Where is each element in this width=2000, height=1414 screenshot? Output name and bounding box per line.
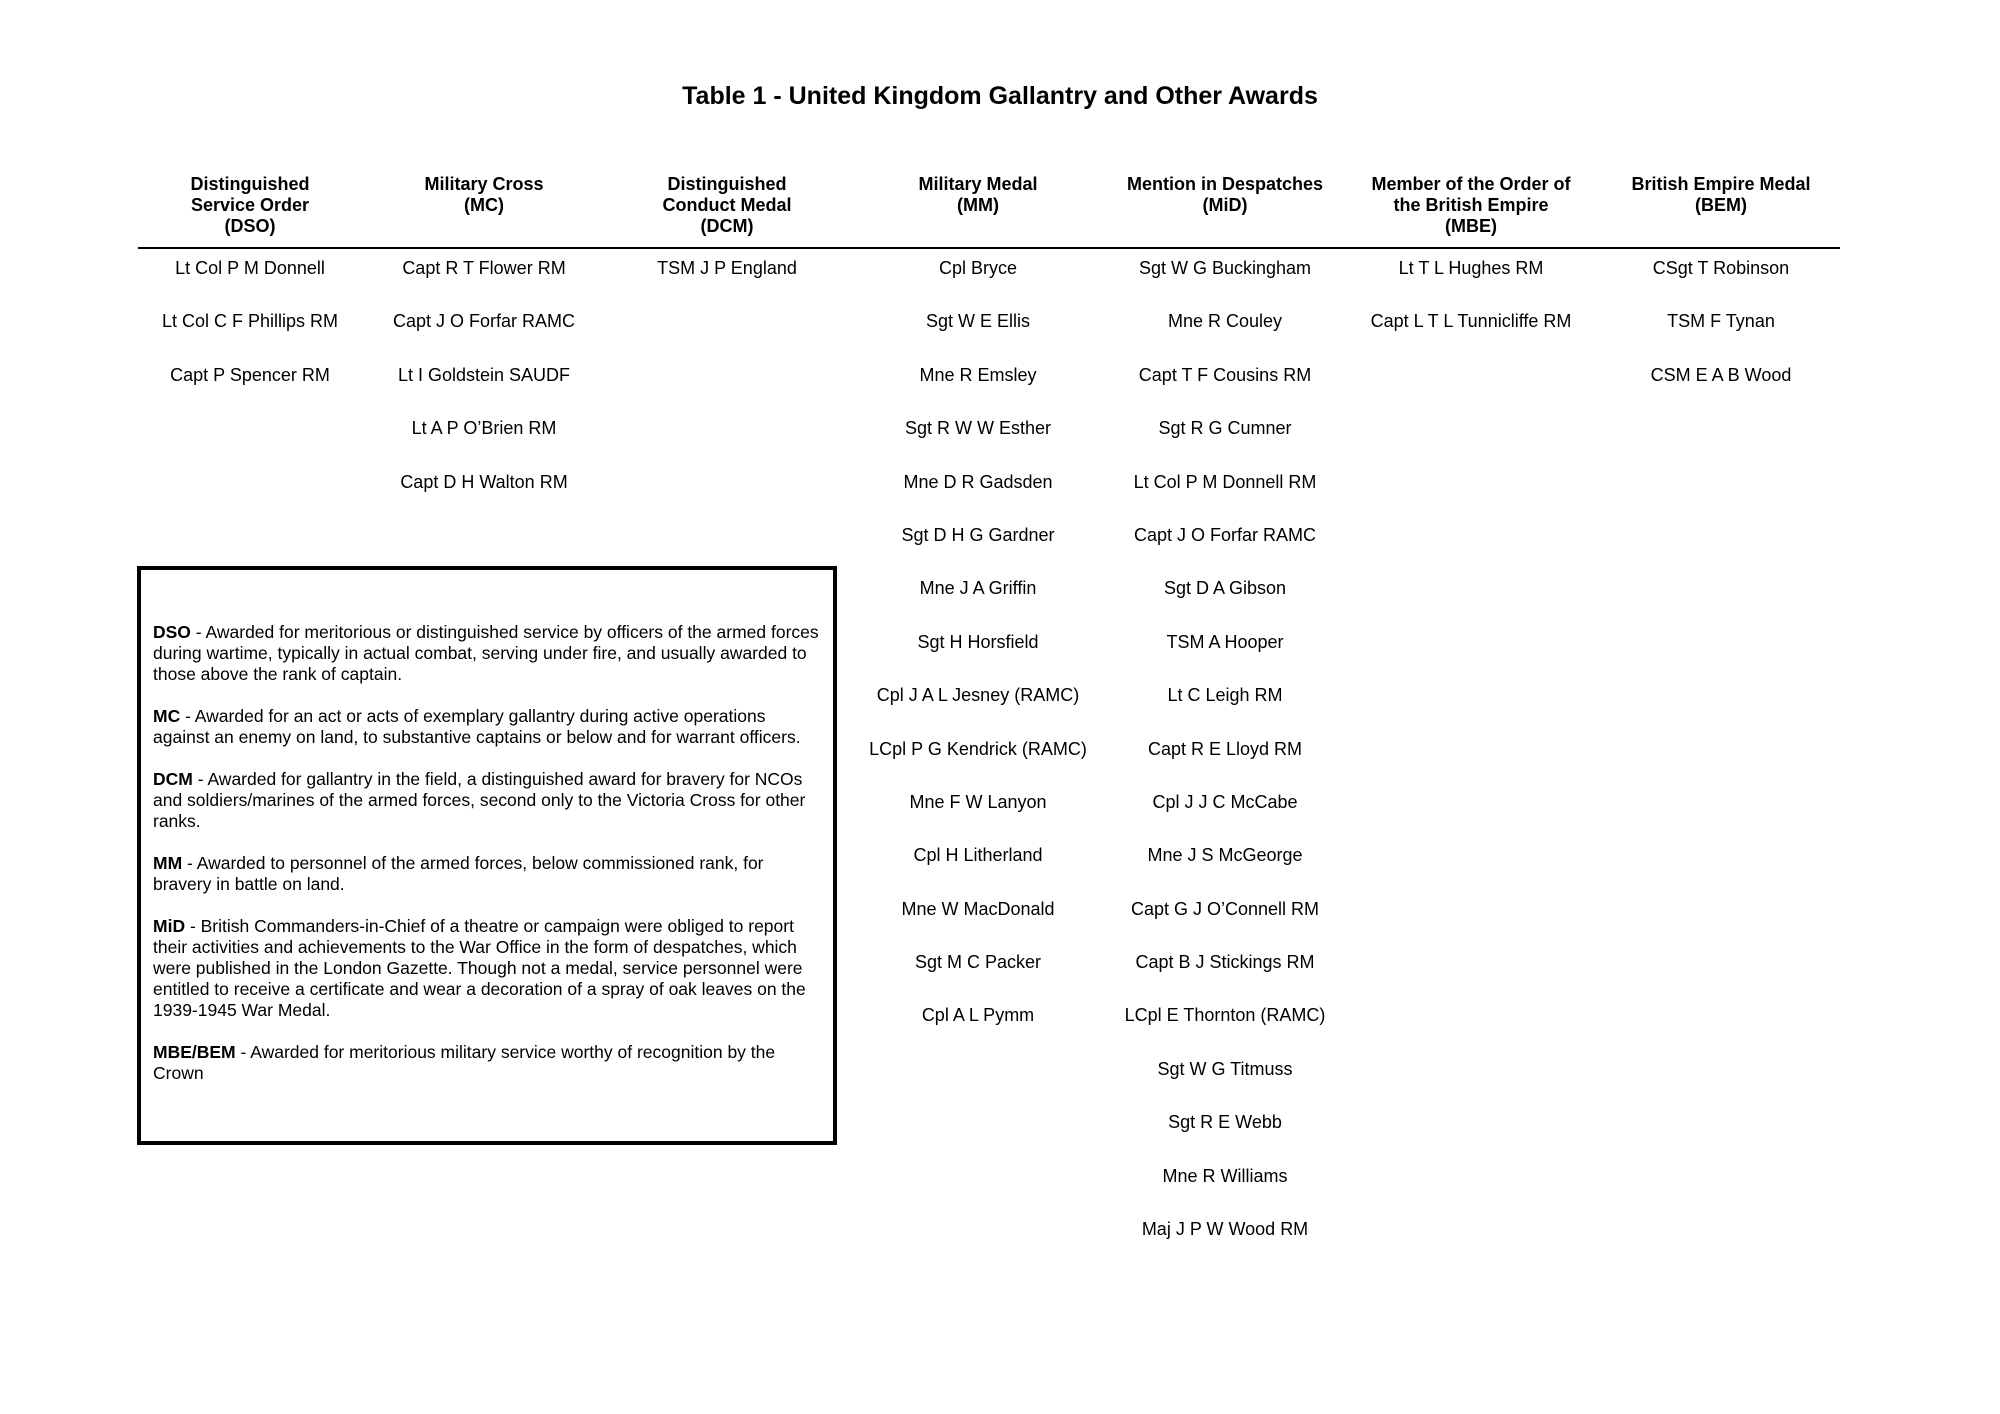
- award-column: [359, 256, 609, 523]
- recipient-cell: Capt B J Stickings RM: [1135, 952, 1315, 973]
- recipient-cell: Mne W MacDonald: [901, 898, 1055, 919]
- recipient-cell: Capt J O Forfar RAMC: [392, 311, 576, 332]
- recipient-cell: Lt A P O’Brien RM: [411, 418, 557, 439]
- recipient-cell: TSM A Hooper: [1166, 631, 1284, 652]
- table-header: [138, 174, 1840, 248]
- recipient-cell: Lt Col P M Donnell RM: [1133, 471, 1317, 492]
- column-header: [359, 174, 609, 216]
- column-header-line: Military Medal: [918, 174, 1038, 194]
- column-header: [1100, 174, 1350, 216]
- recipient-cell: Lt T L Hughes RM: [1398, 258, 1544, 278]
- award-column: [1596, 256, 1846, 416]
- legend-item: [153, 916, 821, 1021]
- legend-item: [153, 853, 821, 895]
- recipient-cell: LCpl P G Kendrick (RAMC): [869, 738, 1087, 759]
- recipient-cell: Lt Col C F Phillips RM: [161, 311, 339, 332]
- recipient-cell: Mne J S McGeorge: [1147, 845, 1303, 866]
- recipient-cell: Cpl A L Pymm: [921, 1005, 1035, 1026]
- award-column: [853, 256, 1103, 1057]
- column-header-line: (DCM): [700, 216, 754, 236]
- legend-text: - Awarded to personnel of the armed forces, below commissioned rank, for bravery in battle on land.: [153, 853, 764, 894]
- column-header-line: (BEM): [1695, 195, 1747, 215]
- legend-abbr: DCM: [153, 769, 193, 789]
- recipient-cell: Sgt W E Ellis: [925, 311, 1031, 332]
- legend-text: - Awarded for an act or acts of exemplary gallantry during active operations against an enemy on land, to substantive captains or below and for warrant officers.: [153, 706, 801, 747]
- recipient-cell: LCpl E Thornton (RAMC): [1124, 1005, 1326, 1026]
- recipient-cell: Sgt W G Titmuss: [1157, 1058, 1293, 1079]
- legend-item: [153, 769, 821, 832]
- recipient-cell: Capt P Spencer RM: [170, 364, 330, 385]
- recipient-cell: Mne F W Lanyon: [909, 791, 1047, 812]
- legend-item: [153, 706, 821, 748]
- page-title: Table 1 - United Kingdom Gallantry and Other Awards: [682, 82, 1318, 110]
- column-header: [1596, 174, 1846, 216]
- recipient-cell: Lt C Leigh RM: [1167, 685, 1283, 706]
- legend-abbr: DSO: [153, 622, 191, 642]
- column-header-line: (DSO): [224, 216, 276, 236]
- recipient-cell: TSM J P England: [657, 258, 797, 278]
- award-column: [602, 256, 852, 309]
- legend-text: - Awarded for meritorious or distinguished service by officers of the armed forces during wartime, typically in actual combat, serving under fire, and usually awarded to those above the rank of captain.: [153, 622, 819, 684]
- column-header-line: the British Empire: [1393, 195, 1549, 215]
- header-divider: [138, 247, 1840, 249]
- column-header-line: Distinguished: [190, 174, 310, 194]
- legend-text: - British Commanders-in-Chief of a theatre or campaign were obliged to report their activities and achievements to the War Office in the form of despatches, which were published in the London Gazette. Though not a medal, service personnel were entitled to receive a certificate and wear a decoration of a spray of oak leaves on the 1939-1945 War Medal.: [153, 916, 806, 1020]
- award-column: [1100, 256, 1350, 1270]
- column-header-line: (MM): [957, 195, 999, 215]
- recipient-cell: Cpl H Litherland: [913, 845, 1043, 866]
- recipient-cell: Sgt H Horsfield: [917, 631, 1039, 652]
- column-header-line: Mention in Despatches: [1126, 174, 1324, 194]
- recipient-cell: Cpl J J C McCabe: [1152, 791, 1298, 812]
- recipient-cell: CSM E A B Wood: [1650, 364, 1792, 385]
- recipient-cell: Lt Col P M Donnell: [175, 258, 325, 278]
- recipient-cell: Sgt D H G Gardner: [901, 524, 1055, 545]
- recipient-cell: Mne R Emsley: [919, 364, 1037, 385]
- column-header-line: Military Cross: [424, 174, 544, 194]
- legend-box: [137, 566, 837, 1145]
- recipient-cell: Mne D R Gadsden: [903, 471, 1053, 492]
- column-header-line: British Empire Medal: [1631, 174, 1811, 194]
- column-header-line: (MiD): [1202, 195, 1248, 215]
- recipient-cell: CSgt T Robinson: [1652, 258, 1790, 278]
- column-header-line: Distinguished: [667, 174, 787, 194]
- legend-text: - Awarded for gallantry in the field, a distinguished award for bravery for NCOs and soldiers/marines of the armed forces, second only to the Victoria Cross for other ranks.: [153, 769, 806, 831]
- recipient-cell: Mne R Williams: [1162, 1165, 1288, 1186]
- recipient-cell: Sgt M C Packer: [914, 952, 1042, 973]
- recipient-cell: Cpl Bryce: [938, 258, 1018, 278]
- recipient-cell: Sgt W G Buckingham: [1138, 258, 1312, 278]
- recipient-cell: Cpl J A L Jesney (RAMC): [876, 685, 1080, 706]
- legend-item: [153, 1042, 821, 1084]
- legend-abbr: MC: [153, 706, 181, 726]
- legend-abbr: MBE/BEM: [153, 1042, 236, 1062]
- recipient-cell: Mne J A Griffin: [919, 578, 1037, 599]
- recipient-cell: Maj J P W Wood RM: [1141, 1219, 1309, 1240]
- recipient-cell: Sgt D A Gibson: [1163, 578, 1287, 599]
- award-column: [1346, 256, 1596, 363]
- recipient-cell: Capt G J O’Connell RM: [1130, 898, 1320, 919]
- recipient-cell: Capt L T L Tunnicliffe RM: [1370, 311, 1572, 332]
- column-header-line: (MC): [464, 195, 504, 215]
- recipient-cell: Sgt R W W Esther: [904, 418, 1052, 439]
- legend-abbr: MM: [153, 853, 183, 873]
- legend-abbr: MiD: [153, 916, 186, 936]
- recipient-cell: Capt D H Walton RM: [400, 471, 568, 492]
- recipient-cell: Sgt R G Cumner: [1158, 418, 1292, 439]
- column-header-line: Service Order: [190, 195, 310, 215]
- recipient-cell: Mne R Couley: [1167, 311, 1283, 332]
- recipient-cell: Lt I Goldstein SAUDF: [397, 364, 571, 385]
- recipient-cell: Capt J O Forfar RAMC: [1133, 524, 1317, 545]
- column-header-line: (MBE): [1445, 216, 1497, 236]
- recipient-cell: Capt R E Lloyd RM: [1147, 738, 1303, 759]
- column-header-line: Conduct Medal: [662, 195, 792, 215]
- column-header: [125, 174, 375, 237]
- award-column: [125, 256, 375, 416]
- column-header: [853, 174, 1103, 216]
- column-header-line: Member of the Order of: [1371, 174, 1571, 194]
- legend-text: - Awarded for meritorious military service worthy of recognition by the Crown: [153, 1042, 776, 1083]
- recipient-cell: TSM F Tynan: [1667, 311, 1775, 332]
- column-header: [1346, 174, 1596, 237]
- recipient-cell: Sgt R E Webb: [1168, 1112, 1282, 1133]
- column-header: [602, 174, 852, 237]
- recipient-cell: Capt T F Cousins RM: [1138, 364, 1312, 385]
- recipient-cell: Capt R T Flower RM: [402, 258, 566, 278]
- legend-item: [153, 622, 821, 685]
